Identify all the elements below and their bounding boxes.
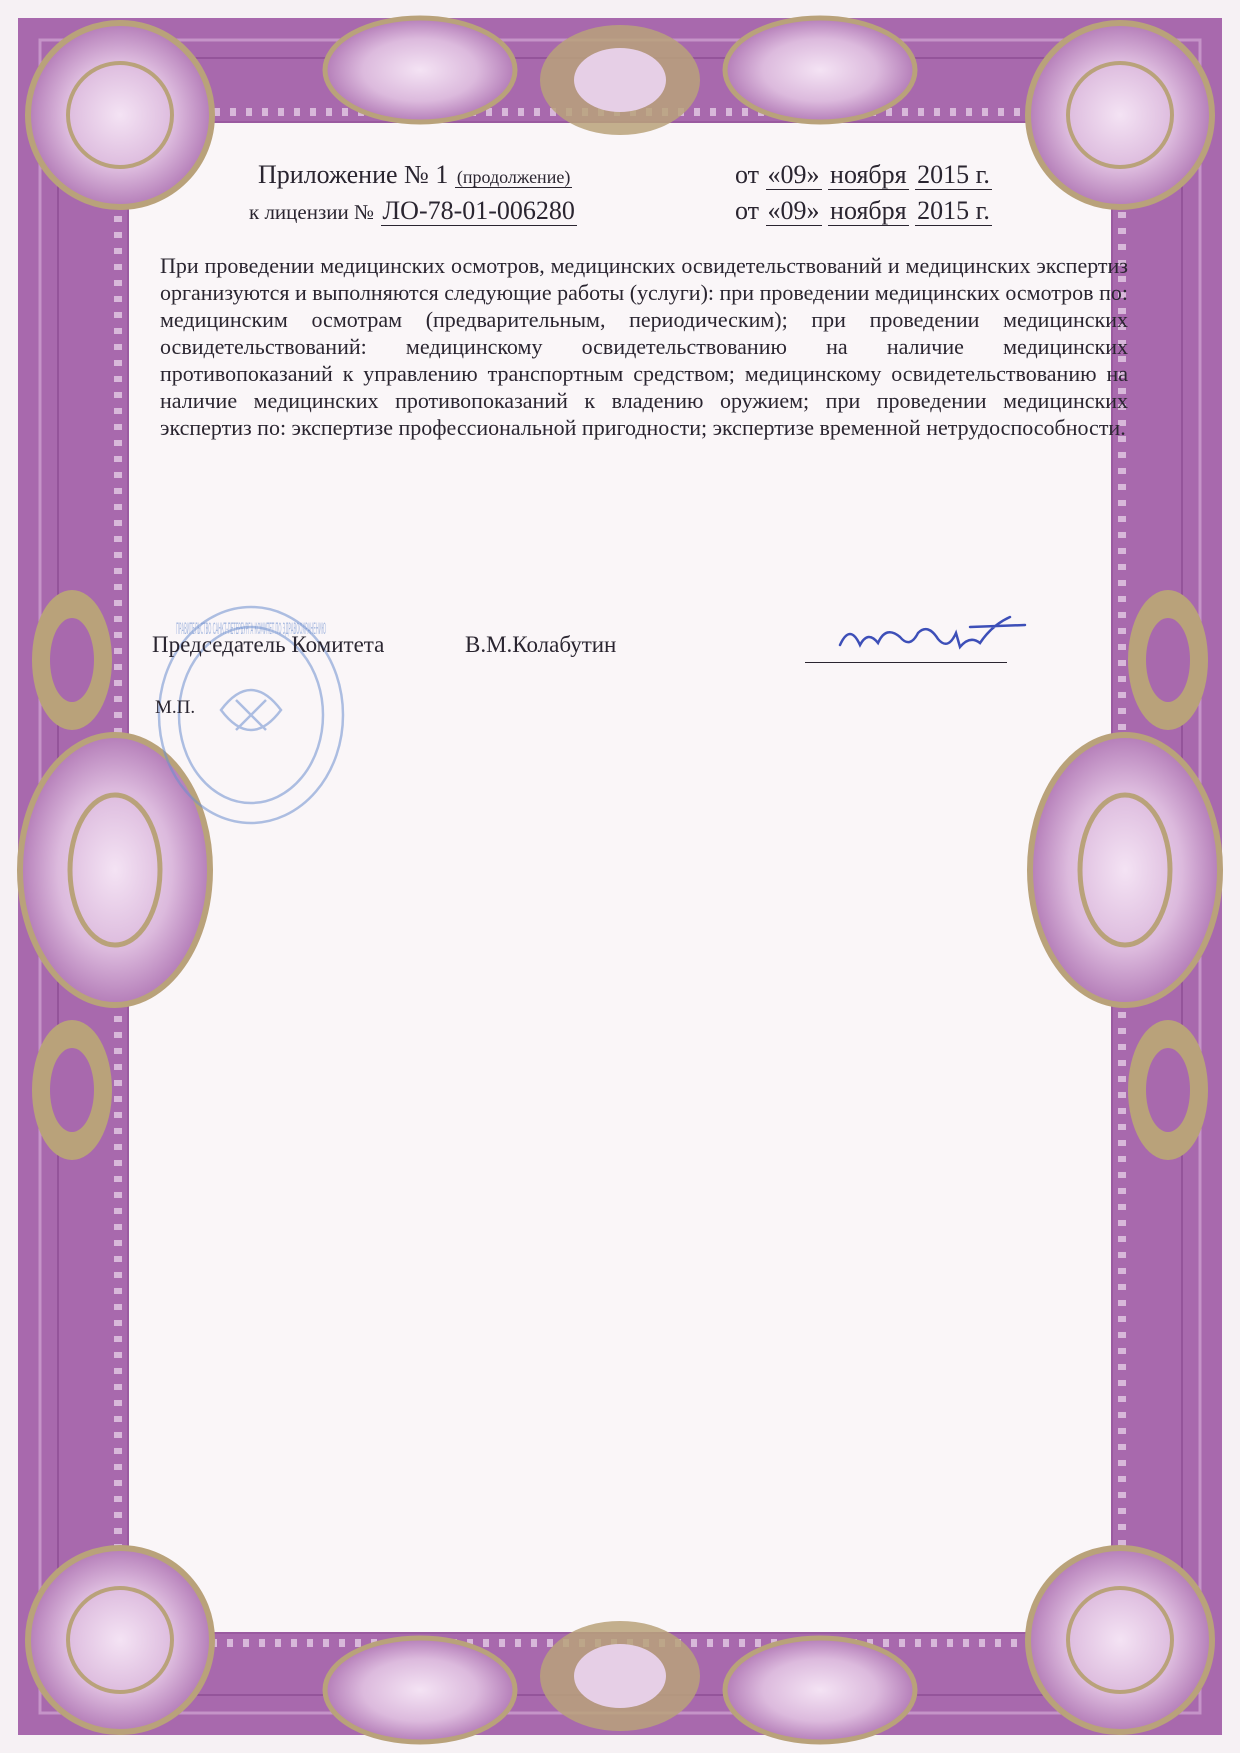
date-day: «09» xyxy=(767,160,820,189)
license-date-year: 2015 г. xyxy=(917,196,990,225)
appendix-heading xyxy=(258,160,572,192)
license-number: ЛО-78-01-006280 xyxy=(382,196,575,225)
signatory-position: Председатель Комитета xyxy=(152,632,385,657)
license-date-day: «09» xyxy=(767,196,820,225)
services-paragraph xyxy=(160,252,1128,441)
appendix-date xyxy=(735,160,992,190)
license-date xyxy=(735,196,992,226)
signature-line xyxy=(805,662,1007,663)
handwritten-signature xyxy=(820,605,1030,665)
license-prefix: к лицензии № xyxy=(249,200,375,224)
date-prefix: от xyxy=(735,160,760,189)
stamp-place-label: М.П. xyxy=(155,697,196,718)
appendix-note: (продолжение) xyxy=(456,167,571,187)
date-month: ноября xyxy=(830,160,907,189)
appendix-label: Приложение № 1 xyxy=(258,160,449,189)
date-year: 2015 г. xyxy=(917,160,990,189)
signatory-name: В.М.Колабутин xyxy=(465,632,617,657)
services-text: При проведении медицинских осмотров, медицинских освидетельствований и медицинских экспертиз организуются и выполняются следующие работы (услуги): при проведении медицинских осмотров по: медицинским осмотрам (предварительным, периодическим); при проведении медицинских освидетельствований: медицинскому освидетельствованию на наличие медицинских противопоказаний к управлению транспортным средством; медицинскому освидетельствованию на наличие медицинских противопоказаний к владению оружием; при проведении медицинских экспертиз по: экспертизе профессиональной пригодности; экспертизе временной нетрудоспособности. xyxy=(160,253,1128,440)
license-heading xyxy=(249,196,577,227)
seal-text: ПРАВИТЕЛЬСТВО САНКТ-ПЕТЕРБУРГА КОМИТЕТ ПО ЗДРАВООХРАНЕНИЮ xyxy=(176,619,326,638)
license-date-month: ноября xyxy=(830,196,907,225)
license-date-prefix: от xyxy=(735,196,760,225)
